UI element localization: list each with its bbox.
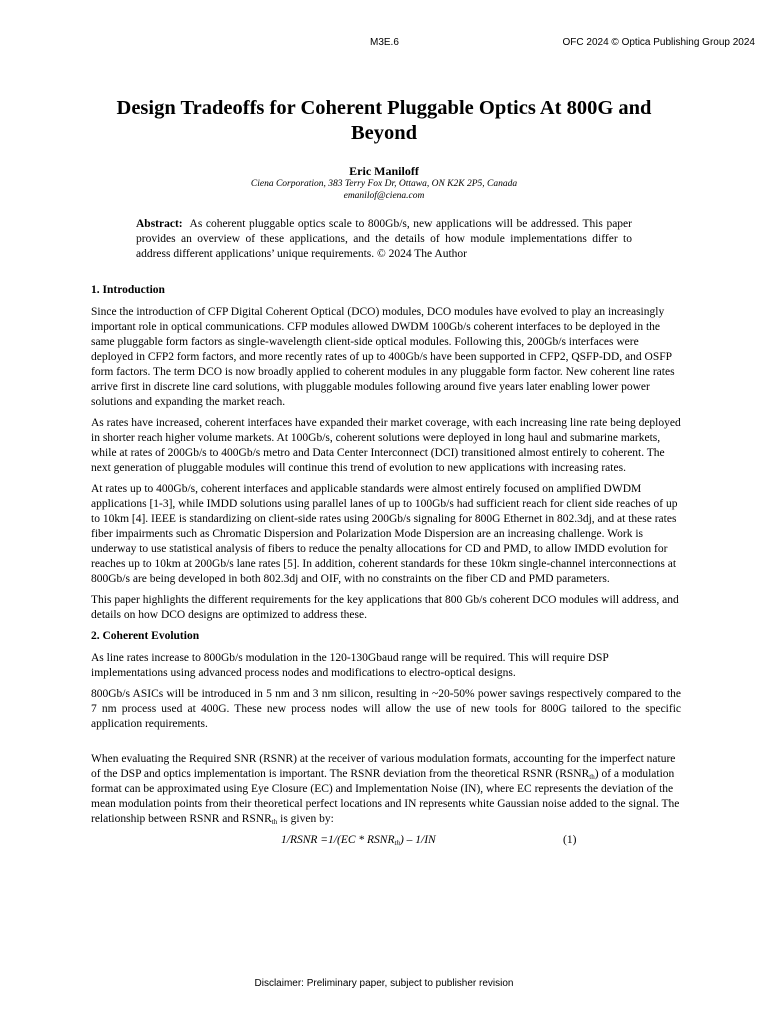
intro-paragraph-4: This paper highlights the different requirements for the key applications that 800 Gb/s coherent DCO modules will address, and details on how DCO designs are optimized to address these.	[91, 594, 679, 621]
section-heading-introduction: 1. Introduction	[91, 284, 165, 296]
author-email: emanilof@ciena.com	[343, 191, 425, 201]
author-name: Eric Maniloff	[349, 164, 419, 178]
intro-paragraph-1: Since the introduction of CFP Digital Coherent Optical (DCO) modules, DCO modules have evolved to play an increasingly important role in optical communications. CFP modules allowed DWDM 100Gb/s coherent interfaces to be deployed in the same pluggable form factors as single-wavelength client-side optical modules. Following this, 200Gb/s interfaces were deployed in CFP2 form factors, and more recently rates of up to 400Gb/s have been supported in CFP2, QSFP-DD, and OSFP form factors. The term DCO is now broadly applied to coherent modules in any pluggable form factor. New coherent line rates arrive first in discrete line card solutions, with pluggable modules following around five years later enabling lower power solutions and expanding the market reach.	[91, 306, 675, 408]
abstract-label: Abstract:	[136, 218, 183, 230]
equation-number: (1)	[563, 834, 577, 846]
intro-paragraph-3: At rates up to 400Gb/s, coherent interfaces and applicable standards were almost entirely focused on amplified DWDM applications [1-3], while IMDD solutions using parallel lanes of up to 100Gb/s had sufficient reach for client side reaches of up to 10km [4]. IEEE is standardizing on client-side rates using 200Gb/s signaling for 800G Ethernet in 802.3dj, and at these rates fiber impairments such as Chromatic Dispersion and Polarization Mode Dispersion are an increasing challenge. Work is underway to use statistical analysis of fibers to reduce the penalty allocations for CD and PMD, to allow IMDD evolution for reaches up to 10km at 200Gb/s lane rates [5]. In addition, coherent standards for these 10km single-channel interconnections at 800Gb/s are being developed in both 802.3dj and OIF, with no constraints on the fiber CD and PMD parameters.	[91, 483, 678, 585]
equation-expression: 1/RSNR $=1/(EC * RSNR_{th}) - 1/IN$	[281, 834, 436, 847]
intro-paragraph-2: As rates have increased, coherent interfaces have expanded their market coverage, with each increasing line rate being deployed in shorter reach higher volume markets. At 100Gb/s, coherent solutions were deployed in long haul and submarine markets, while at rates of 200Gb/s to 400Gb/s metro and Data Center Interconnect (DCI) transitioned almost entirely to coherent. The next generation of pluggable modules will continue this trend of evolution to new applications with increasing rates.	[91, 417, 681, 474]
section-heading-coherent-evolution: 2. Coherent Evolution	[91, 630, 200, 642]
abstract	[136, 217, 632, 262]
author-affiliation: Ciena Corporation, 383 Terry Fox Dr, Ottawa, ON K2K 2P5, Canada	[250, 179, 518, 189]
equation-1	[91, 833, 681, 851]
evolution-paragraph-1: As line rates increase to 800Gb/s modulation in the 120-130Gbaud range will be required. This will require DSP implementations using advanced process nodes and modifications to electro-optical designs.	[91, 652, 609, 679]
disclaimer-footer: Disclaimer: Preliminary paper, subject to publisher revision	[254, 978, 514, 989]
paper-body	[91, 283, 681, 851]
evolution-paragraph-3: When evaluating the Required SNR (RSNR) at the receiver of various modulation formats, accounting for the imperfect nature of the DSP and optics implementation is important. The RSNR deviation from the theoretical RSNR $(RSNR_{th})$ of a modulation format can be approximated using Eye Closure (EC) and Implementation Noise (IN), where EC represents the deviation of the mean modulation points from their theoretical perfect locations and IN represents white Gaussian noise added to the signal. The relationship between RSNR and $RSNR_{th}$ is given by:	[91, 753, 680, 826]
running-header-conference: OFC 2024 © Optica Publishing Group 2024	[562, 37, 755, 48]
abstract-text: As coherent pluggable optics scale to 800Gb/s, new applications will be addressed. This paper provides an overview of these applications, and the details of how module implementations differ to address different applications’ unique requirements. © 2024 The Author	[136, 218, 632, 260]
paper-title: Design Tradeoffs for Coherent Pluggable Optics At 800G and Beyond	[116, 97, 652, 144]
running-header-paper-code: M3E.6	[370, 37, 399, 48]
evolution-paragraph-2: 800Gb/s ASICs will be introduced in 5 nm and 3 nm silicon, resulting in ~20-50% power savings respectively compared to the 7 nm process used at 400G. These new process nodes will allow the use of new tools for 800G tailored to the specific application requirements.	[91, 688, 681, 730]
